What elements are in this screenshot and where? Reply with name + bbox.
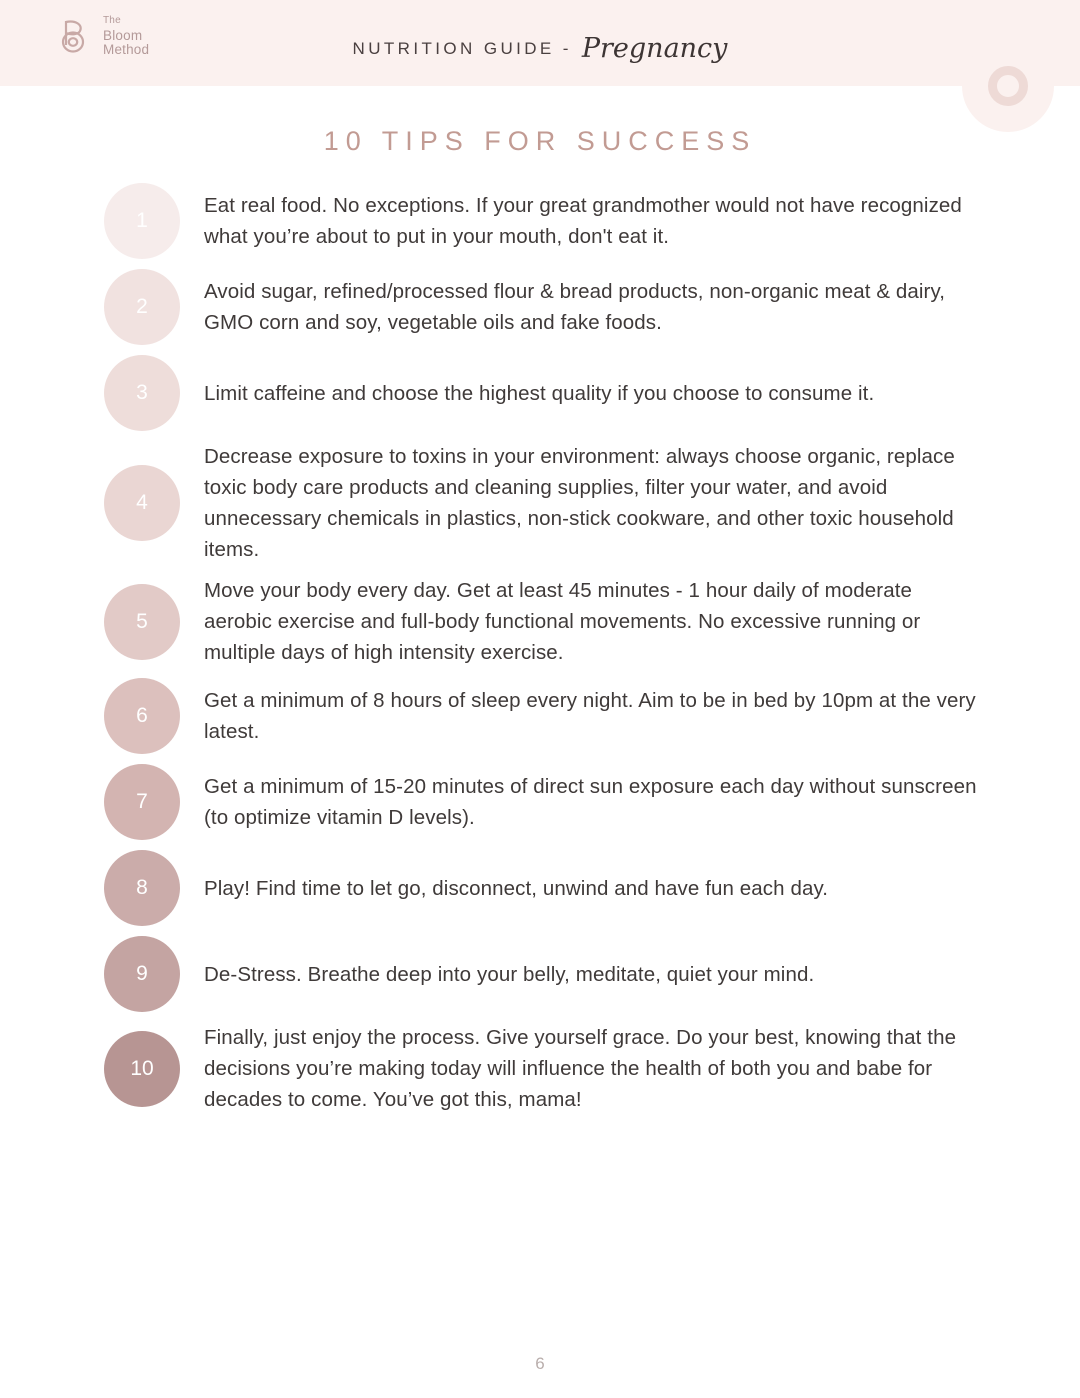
tip-number-badge: 7 [104,764,180,840]
list-item [104,678,984,754]
guide-title-script: Pregnancy [581,33,728,64]
list-item [104,850,984,926]
page-number: 6 [535,1354,545,1373]
tip-number-badge: 6 [104,678,180,754]
tip-text: Decrease exposure to toxins in your environment: always choose organic, replace toxic body care products and cleaning supplies, filter your water, and avoid unnecessary chemicals in plastics, non-stick cookware, and other toxic household items. [204,445,955,561]
tip-text: Play! Find time to let go, disconnect, unwind and have fun each day. [204,876,829,900]
tip-text: De-Stress. Breathe deep into your belly, meditate, quiet your mind. [204,962,815,986]
ring-decoration-icon [962,40,1054,132]
tip-text: Limit caffeine and choose the highest quality if you choose to consume it. [204,381,875,405]
tip-text: Move your body every day. Get at least 45 minutes - 1 hour daily of moderate aerobic exercise and full-body functional movements. No excessive running or multiple days of high intensity exercise. [204,579,921,664]
tip-number-badge: 2 [104,269,180,345]
brand-line-2: Bloom [103,27,143,43]
list-item [104,441,984,565]
brand-line-3: Method [103,42,150,57]
guide-title-prefix: NUTRITION GUIDE - [352,39,572,58]
list-item [104,183,984,259]
tip-number-badge: 8 [104,850,180,926]
list-item [104,355,984,431]
tip-text: Finally, just enjoy the process. Give yourself grace. Do your best, knowing that the decisions you’re making today will influence the health of both you and babe for decades to come. You’ve got this, mama! [204,1026,957,1111]
page-title: 10 TIPS FOR SUCCESS [323,126,757,156]
tip-number-badge: 3 [104,355,180,431]
list-item [104,936,984,1012]
list-item [104,764,984,840]
list-item [104,269,984,345]
page-header [0,0,1080,86]
guide-title [0,27,1080,64]
ring-decoration-inner [988,66,1028,106]
tip-number-badge: 1 [104,183,180,259]
tip-text: Avoid sugar, refined/processed flour & bread products, non-organic meat & dairy, GMO corn and soy, vegetable oils and fake foods. [204,280,946,334]
tip-text: Eat real food. No exceptions. If your great grandmother would not have recognized what you’re about to put in your mouth, don't eat it. [204,194,962,248]
tip-text: Get a minimum of 15-20 minutes of direct sun exposure each day without sunscreen (to optimize vitamin D levels). [204,775,977,829]
list-item [104,575,984,668]
tip-text: Get a minimum of 8 hours of sleep every night. Aim to be in bed by 10pm at the very latest. [204,689,976,743]
tip-number-badge: 9 [104,936,180,1012]
tip-number-badge: 10 [104,1031,180,1107]
brand-line-1: The [103,15,121,26]
list-item [104,1022,984,1115]
tips-list [0,183,1080,1115]
tip-number-badge: 5 [104,584,180,660]
tip-number-badge: 4 [104,465,180,541]
